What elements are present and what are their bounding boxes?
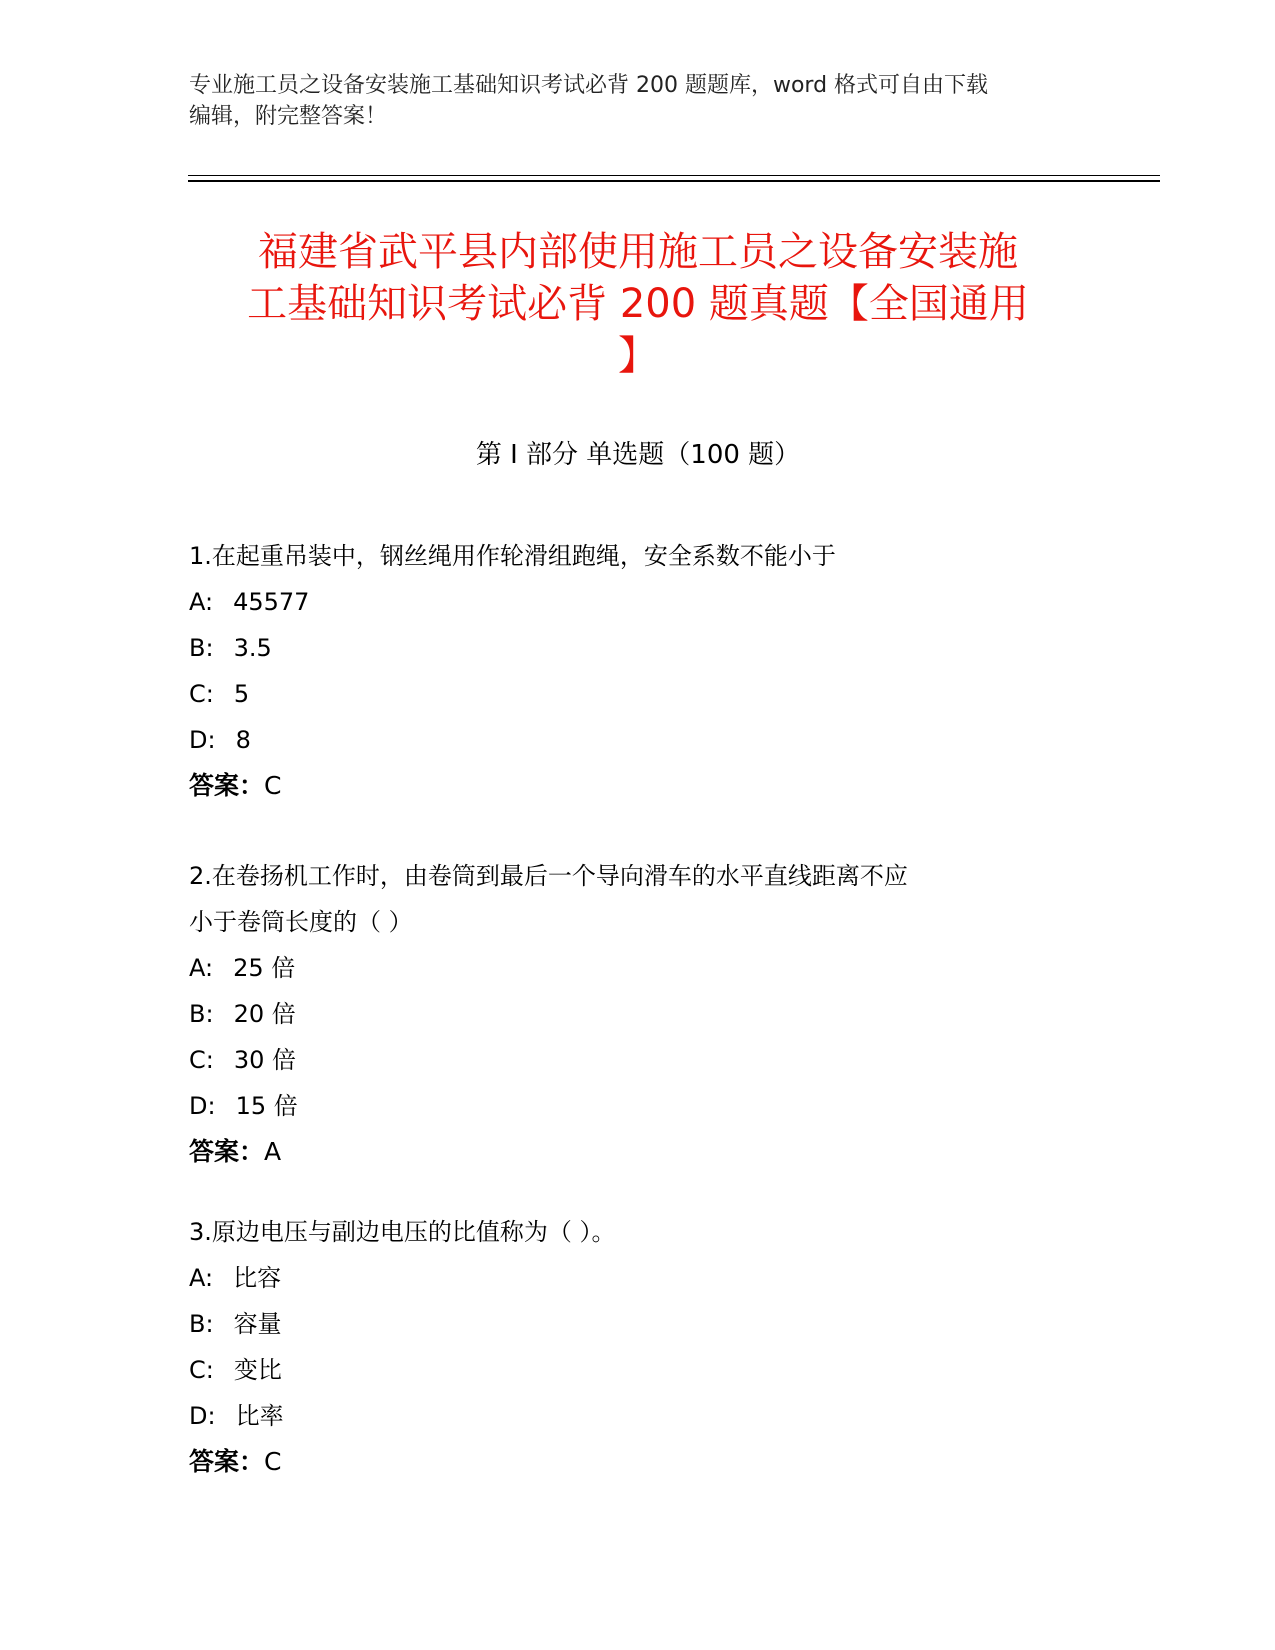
document-title [188, 226, 1088, 382]
option-text: 比容 [233, 1264, 282, 1292]
question-3 [189, 1209, 1069, 1485]
header-note-line-2: 编辑，附完整答案！ [189, 104, 388, 129]
question-stem [189, 853, 1069, 945]
header-note-line-1: 专业施工员之设备安装施工基础知识考试必背 200 题题库，word 格式可自由下载 [189, 73, 989, 98]
option-c [189, 1037, 1069, 1083]
option-text: 3.5 [233, 634, 272, 662]
question-stem-line: 2.在卷扬机工作时，由卷筒到最后一个导向滑车的水平直线距离不应 [189, 862, 908, 890]
option-d [189, 1083, 1069, 1129]
option-a [189, 945, 1069, 991]
answer-label: 答案： [189, 1447, 265, 1476]
option-letter: D: [189, 1402, 216, 1430]
option-d [189, 1393, 1069, 1439]
answer-label: 答案： [189, 771, 265, 800]
option-letter: A: [189, 1264, 214, 1292]
option-d [189, 717, 1069, 763]
section-heading: 第 I 部分 单选题（100 题） [475, 440, 801, 470]
option-a [189, 579, 1069, 625]
answer-line [189, 763, 1069, 809]
option-text: 比率 [235, 1402, 284, 1430]
option-text: 5 [233, 680, 250, 708]
option-letter: A: [189, 954, 214, 982]
option-b [189, 991, 1069, 1037]
option-b [189, 1301, 1069, 1347]
question-1 [189, 533, 1069, 809]
option-letter: B: [189, 1000, 214, 1028]
answer-line [189, 1439, 1069, 1485]
header-note [189, 70, 1089, 132]
option-c [189, 1347, 1069, 1393]
title-line-1: 福建省武平县内部使用施工员之设备安装施 [258, 229, 1018, 275]
option-letter: B: [189, 634, 214, 662]
option-text: 20 倍 [233, 1000, 296, 1028]
option-c [189, 671, 1069, 717]
option-text: 8 [235, 726, 251, 754]
option-text: 15 倍 [235, 1092, 298, 1120]
question-stem [189, 1209, 1069, 1255]
question-stem [189, 533, 1069, 579]
option-text: 变比 [233, 1356, 282, 1384]
header-divider-thick [188, 180, 1160, 182]
option-b [189, 625, 1069, 671]
option-letter: D: [189, 726, 216, 754]
answer-value: A [264, 1137, 282, 1166]
option-letter: D: [189, 1092, 216, 1120]
title-line-2: 工基础知识考试必背 200 题真题【全国通用 [247, 281, 1029, 327]
option-letter: C: [189, 680, 214, 708]
answer-value: C [264, 771, 282, 800]
option-a [189, 1255, 1069, 1301]
option-letter: B: [189, 1310, 214, 1338]
question-stem-line: 3.原边电压与副边电压的比值称为（ ）。 [189, 1218, 616, 1246]
option-letter: C: [189, 1046, 214, 1074]
option-text: 30 倍 [233, 1046, 297, 1074]
option-letter: A: [189, 588, 214, 616]
answer-value: C [264, 1447, 282, 1476]
question-stem-line: 小于卷筒长度的（ ） [189, 908, 413, 936]
option-text: 25 倍 [233, 954, 296, 982]
title-line-3: 】 [618, 333, 658, 379]
answer-label: 答案： [189, 1137, 265, 1166]
option-text: 45577 [233, 588, 310, 616]
question-stem-line: 1.在起重吊装中，钢丝绳用作轮滑组跑绳，安全系数不能小于 [189, 542, 836, 570]
question-2 [189, 853, 1069, 1175]
answer-line [189, 1129, 1069, 1175]
header-divider-thin [188, 175, 1160, 176]
option-letter: C: [189, 1356, 214, 1384]
option-text: 容量 [233, 1310, 282, 1338]
